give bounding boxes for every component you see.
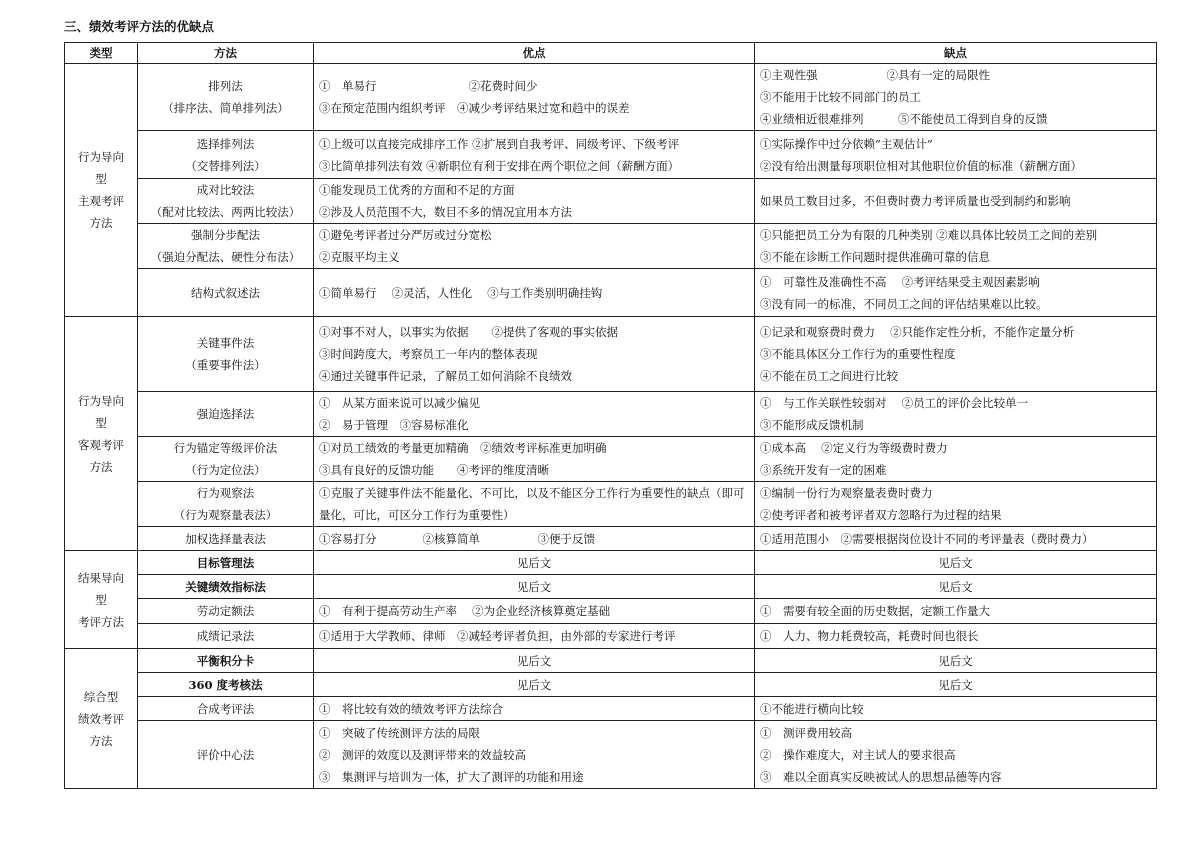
table-row [65,599,1157,624]
cell-line: ① 人力、物力耗费较高，耗费时间也很长 [760,629,979,643]
cell-line: ① 突破了传统测评方法的局限 [319,725,480,740]
type-cell [65,551,138,649]
method-cell [138,392,314,437]
method-cell [138,64,314,131]
cell-line: ①能发现员工优秀的方面和不足的方面 [319,183,515,197]
type-cell [65,649,138,789]
method-cell [138,437,314,482]
cell-line: 成对比较法 [196,183,255,197]
pros-cell [314,599,755,624]
cell-line: 关键绩效指标法 [185,579,266,594]
cell-line: ①编制一份行为观察量表费时费力 [760,486,933,500]
cell-line: 型 [95,592,107,607]
header-pros: 优点 [314,43,755,64]
table-row [65,131,1157,179]
cons-cell [755,599,1157,624]
cell-line: ② 操作难度大，对主试人的要求很高 [760,747,956,762]
cell-text: ①克服了关键事件法不能量化、不可比，以及不能区分工作行为重要性的缺点（即可量化，可比，可区分工作行为重要性） [319,486,745,522]
methods-table [64,42,1157,789]
cell-line: 选择排列法 [196,136,255,151]
cell-line: 方法 [89,733,113,748]
cell-line: （重要事件法） [185,358,266,372]
table-row [65,317,1157,392]
cell-line: 主观考评 [78,194,124,208]
cell-line: 见后文 [516,579,552,594]
cell-line: ①容易打分 ②核算简单 ③便于反馈 [319,531,595,546]
header-cons: 缺点 [755,43,1157,64]
cell-line: ④业绩相近很难排列 ⑤不能使员工得到自身的反馈 [760,112,1048,126]
cell-line: ① 从某方面来说可以减少偏见 [319,396,480,410]
cell-line: 方法 [89,216,113,230]
cell-line: 强制分步配法 [191,228,260,242]
type-cell [65,317,138,551]
pros-cell [314,269,755,317]
table-row [65,64,1157,131]
method-cell [138,224,314,269]
cons-cell [755,721,1157,789]
cell-line: ④通过关键事件记录，了解员工如何消除不良绩效 [319,369,572,383]
cell-line: 客观考评 [78,437,124,452]
cell-line: 见后文 [938,579,973,594]
cell-line: ①适用于大学教师、律师 ②减轻考评者负担，由外部的专家进行考评 [319,629,676,643]
cell-line: ③比简单排列法有效 ④新职位有利于安排在两个职位之间（薪酬方面） [319,158,680,173]
method-cell [138,317,314,392]
cell-line: ③具有良好的反馈功能 ④考评的维度清晰 [319,463,549,477]
cell-line: 见后文 [516,677,552,692]
pros-cell [314,575,755,599]
cell-line: 见后文 [516,653,552,668]
cell-line: ③时间跨度大，考察员工一年内的整体表现 [319,347,538,361]
table-row [65,437,1157,482]
cell-line: ② 易于管理 ③容易标准化 [319,418,469,432]
cons-cell [755,673,1157,697]
cell-line: ② 测评的效度以及测评带来的效益较高 [319,747,526,762]
table-row [65,575,1157,599]
cell-line: 加权选择量表法 [185,531,266,546]
cell-line: ②没有给出测量每项职位相对其他职位价值的标准（薪酬方面） [760,158,1082,173]
pros-cell [314,697,755,721]
cell-line: ③没有同一的标准，不同员工之间的评估结果难以比较。 [760,296,1048,311]
table-row [65,392,1157,437]
cell-line: 360 度考核法 [188,677,263,692]
cell-line: ①成本高 ②定义行为等级费时费力 [760,441,948,455]
table-row [65,482,1157,527]
cons-cell [755,317,1157,392]
method-cell [138,527,314,551]
cell-line: ④不能在员工之间进行比较 [760,369,898,383]
cell-line: 结构式叙述法 [191,285,260,300]
cell-line: 平衡积分卡 [196,653,255,668]
type-cell [65,64,138,317]
cell-line: （行为观察量表法） [173,508,278,522]
method-cell [138,179,314,224]
cell-line: 综合型 [83,689,119,704]
cell-line: ②克服平均主义 [319,250,400,264]
cell-line: ③在预定范围内组织考评 ④减少考评结果过宽和趋中的误差 [319,101,630,115]
cell-line: ① 单易行 ②花费时间少 [319,79,538,93]
pros-cell [314,131,755,179]
table-row [65,673,1157,697]
cell-line: ① 可靠性及准确性不高 ②考评结果受主观因素影响 [760,274,1040,289]
method-cell [138,482,314,527]
cons-cell [755,269,1157,317]
cons-cell [755,649,1157,673]
cell-line: ③ 集测评与培训为一体，扩大了测评的功能和用途 [319,769,584,784]
cell-line: ①实际操作中过分依赖“主观估计” [760,136,933,151]
cell-line: 型 [95,415,107,430]
cell-line: ①上级可以直接完成排序工作 ②扩展到自我考评、同级考评、下级考评 [319,136,680,151]
cell-line: ③不能在诊断工作问题时提供准确可靠的信息 [760,250,990,264]
cons-cell [755,697,1157,721]
cell-line: ① 与工作关联性较弱对 ②员工的评价会比较单一 [760,396,1029,410]
cell-line: ①不能进行横向比较 [760,701,864,716]
pros-cell [314,721,755,789]
pros-cell [314,482,755,527]
pros-cell [314,437,755,482]
cell-line: ③系统开发有一定的困难 [760,463,887,477]
cell-line: 合成考评法 [196,701,255,716]
page-title: 三、绩效考评方法的优缺点 [64,19,215,34]
cell-line: 关键事件法 [196,336,255,350]
table-header-row [65,43,1157,64]
cell-line: 绩效考评 [78,711,124,726]
cell-line: ①简单易行 ②灵活，人性化 ③与工作类别明确挂钩 [319,285,603,300]
method-cell [138,131,314,179]
cell-line: ②使考评者和被考评者双方忽略行为过程的结果 [760,508,1002,522]
cell-line: ①对事不对人，以事实为依据 ②提供了客观的事实依据 [319,325,618,339]
cons-cell [755,482,1157,527]
pros-cell [314,317,755,392]
cell-line: ①主观性强 ②具有一定的局限性 [760,68,990,82]
cons-cell [755,64,1157,131]
cell-line: 评价中心法 [196,747,255,762]
cell-line: ③不能具体区分工作行为的重要性程度 [760,347,956,361]
cell-line: 排列法 [208,79,243,93]
cell-line: 方法 [89,459,113,474]
cell-line: 型 [95,172,107,186]
table-row [65,697,1157,721]
pros-cell [314,649,755,673]
cons-cell [755,131,1157,179]
cons-cell [755,527,1157,551]
cell-line: ①记录和观察费时费力 ②只能作定性分析，不能作定量分析 [760,325,1075,339]
pros-cell [314,64,755,131]
method-cell [138,649,314,673]
table-row [65,269,1157,317]
table-row [65,527,1157,551]
cons-cell [755,575,1157,599]
method-cell [138,599,314,624]
header-method: 方法 [138,43,314,64]
method-cell [138,673,314,697]
cell-line: 见后文 [516,555,552,570]
table-row [65,179,1157,224]
method-cell [138,697,314,721]
cell-line: （行为定位法） [185,463,266,477]
method-cell [138,269,314,317]
pros-cell [314,392,755,437]
cell-line: 行为观察法 [196,486,255,500]
method-cell [138,624,314,649]
cell-line: ①只能把员工分为有限的几种类别 ②难以具体比较员工之间的差别 [760,228,1098,242]
method-cell [138,575,314,599]
pros-cell [314,551,755,575]
method-cell [138,551,314,575]
header-type: 类型 [65,43,138,64]
pros-cell [314,224,755,269]
cons-cell [755,392,1157,437]
cell-line: 考评方法 [78,614,124,629]
table-row [65,224,1157,269]
table-row [65,624,1157,649]
cell-line: ① 有利于提高劳动生产率 ②为企业经济核算奠定基础 [319,604,611,618]
cons-cell [755,437,1157,482]
cell-line: ③不能用于比较不同部门的员工 [760,90,921,104]
table-body [65,64,1157,789]
cell-line: 如果员工数目过多，不但费时费力考评质量也受到制约和影响 [760,194,1071,208]
cell-line: ①适用范围小 ②需要根据岗位设计不同的考评量表（费时费力） [760,531,1094,546]
cons-cell [755,179,1157,224]
cell-line: 见后文 [938,555,973,570]
cell-line: ①对员工绩效的考量更加精确 ②绩效考评标准更加明确 [319,441,607,455]
cell-line: ① 需要有较全面的历史数据，定额工作量大 [760,604,990,618]
cell-line: 结果导向 [78,570,124,585]
cell-line: 强迫选择法 [196,407,255,421]
pros-cell [314,179,755,224]
cell-line: ①避免考评者过分严厉或过分宽松 [319,228,492,242]
cell-line: ① 将比较有效的绩效考评方法综合 [319,701,503,716]
pros-cell [314,624,755,649]
cons-cell [755,624,1157,649]
cell-line: ③ 难以全面真实反映被试人的思想品德等内容 [760,769,1002,784]
table-row [65,649,1157,673]
cell-line: 目标管理法 [196,555,255,570]
cell-line: 见后文 [938,653,973,668]
cell-line: 行为锚定等级评价法 [173,441,278,455]
cell-line: （交替排列法） [185,158,266,173]
method-cell [138,721,314,789]
table-row [65,721,1157,789]
cell-line: ②涉及人员范围不大，数目不多的情况宜用本方法 [319,205,572,219]
pros-cell [314,673,755,697]
cell-line: （配对比较法、两两比较法） [150,205,301,219]
cell-line: ③不能形成反馈机制 [760,418,864,432]
cell-line: （强迫分配法、硬性分布法） [150,250,301,264]
table-row [65,551,1157,575]
cons-cell [755,551,1157,575]
cell-line: 见后文 [938,677,973,692]
cons-cell [755,224,1157,269]
pros-cell [314,527,755,551]
cell-line: 成绩记录法 [196,629,255,643]
cell-line: ① 测评费用较高 [760,725,852,740]
cell-line: 劳动定额法 [196,604,255,618]
cell-line: 行为导向 [78,150,124,164]
cell-line: 行为导向 [78,393,124,408]
cell-line: （排序法、简单排列法） [162,101,289,115]
